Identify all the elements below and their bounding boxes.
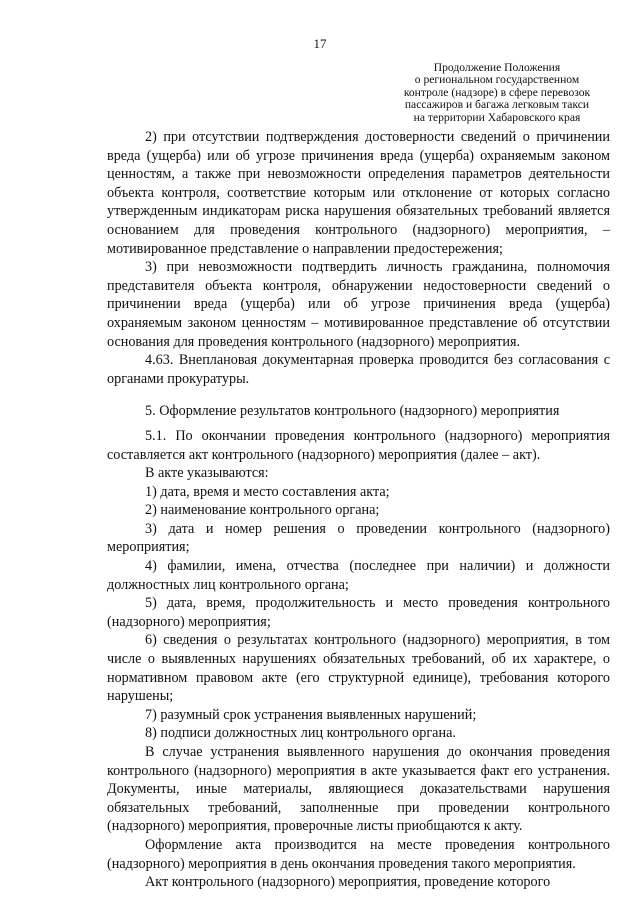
page-number: 17 [313,36,327,51]
list-item: 5) дата, время, продолжительность и место проведения контрольного (надзорного) мероприятия; [107,595,610,630]
document-header [392,62,602,124]
list-item: 3) дата и номер решения о проведении контрольного (надзорного) мероприятия; [107,520,610,556]
header-line: Продолжение Положения [433,61,561,74]
list-item: 4) фамилии, имена, отчества (последнее при наличии) и должности должностных лиц контрольного органа; [107,558,610,593]
paragraph-item-2: 2) при отсутствии подтверждения достоверности сведений о причинении вреда (ущерба) или об угрозе причинения вреда (ущерба) охраняемым законом ценностям, а также при невозможности определения параметров деятельности объекта контроля, соответствие которым или отклонение от которых согласно утвержденным индикаторам риска нарушения обязательных требований является основанием для проведения контрольного (надзорного) мероприятия, – мотивированное представление о направлении предостережения; [107,129,610,257]
header-line: о региональном государственном [414,73,580,87]
list-item: 6) сведения о результатах контрольного (надзорного) мероприятия, в том числе о выявленных нарушениях обязательных требований, об их характере, о нормативном правовом акте (его структурной единице), требования которого нарушены; [107,632,610,705]
paragraph-4-63: 4.63. Внеплановая документарная проверка проводится без согласования с органами прокуратуры. [107,352,610,387]
paragraph-act-drawing-up: Оформление акта производится на месте проведения контрольного (надзорного) мероприятия в день окончания проведения такого мероприятия. [107,836,610,872]
header-line: пассажиров и багажа легковым такси [404,98,590,112]
list-item: 1) дата, время и место составления акта; [145,483,390,500]
list-item: 7) разумный срок устранения выявленных нарушений; [145,706,477,723]
paragraph-violation-fix: В случае устранения выявленного нарушения до окончания проведения контрольного (надзорного) мероприятия в акте указывается факт его устранения. Документы, иные материалы, являющиеся доказательствами нарушения обязательных требований, заполненные при проведении контрольного (надзорного) мероприятия, проверочные листы приобщаются к акту. [107,744,610,835]
list-item: 8) подписи должностных лиц контрольного органа. [145,725,456,742]
paragraph-act-contents-intro: В акте указываются: [145,465,269,482]
paragraph-5-1: 5.1. По окончании проведения контрольного (надзорного) мероприятия составляется акт контрольного (надзорного) мероприятия (далее – акт). [107,427,610,463]
header-line: контроле (надзоре) в сфере перевозок [403,85,591,99]
paragraph-act-continuation: Акт контрольного (надзорного) мероприятия, проведение которого [145,874,551,891]
section-heading: 5. Оформление результатов контрольного (надзорного) мероприятия [145,403,560,420]
header-line: на территории Хабаровского края [413,110,581,124]
paragraph-item-3: 3) при невозможности подтвердить личность гражданина, полномочия представителя объекта контроля, обнаружении недостоверности сведений о причинении вреда (ущерба) или об угрозе причинения вреда (ущерба) охраняемым законом ценностям – мотивированное представление об отсутствии основания для проведения контрольного (надзорного) мероприятия. [107,259,610,350]
document-body [107,128,610,892]
list-item: 2) наименование контрольного органа; [145,502,380,519]
